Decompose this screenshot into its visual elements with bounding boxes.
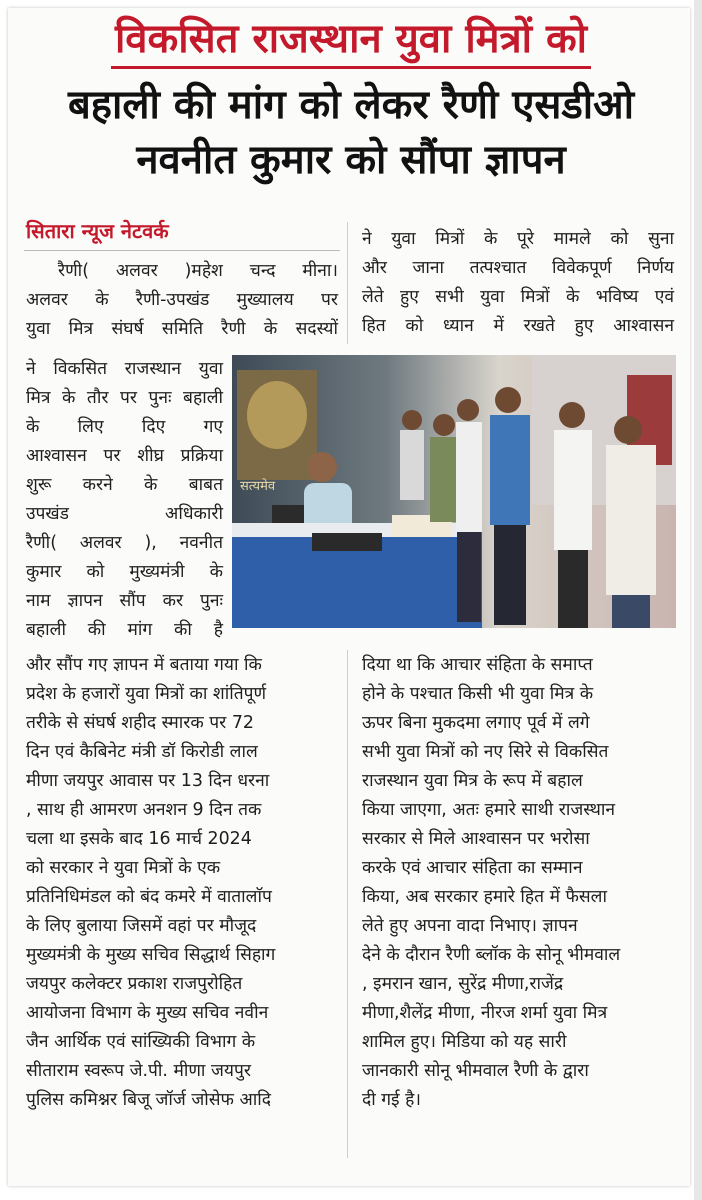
emblem-caption: सत्यमेव <box>240 479 276 494</box>
article-right-column: दिया था कि आचार संहिता के समाप्त होने के पश्चात किसी भी युवा मित्र के ऊपर बिना मुकदमा लगाए पूर्व में लगे सभी युवा मित्रों को नए सिरे से विकसित राजस्थान युवा मित्र के रूप में बहाल किया जाएगा, अतः हमारे साथी राजस्थान सरकार से मिले आश्वासन पर भरोसा करके एवं आचार संहिता का सम्मान किया, अब सरकार हमारे हित में फैसला लेते हुए अपना वादा निभाए। ज्ञापन देने के दौरान रैणी ब्लॉक के सोनू भीमवाल , इमरान खान, सुरेंद्र मीणा,राजेंद्र मीणा,शैलेंद्र मीणा, नीरज शर्मा युवा मित्र शामिल हुए। मिडिया को यह सारी जानकारी सोनू भीमवाल रैणी के द्वारा दी गई है। <box>362 655 621 1110</box>
headline-line-1: बहाली की मांग को लेकर रैणी एसडीओ <box>67 82 635 128</box>
headline-kicker: विकसित राजस्थान युवा मित्रों को <box>0 12 702 69</box>
column-divider-bottom <box>347 650 348 1158</box>
news-photo-graphic <box>232 355 676 628</box>
article-intro: रैणी( अलवर )महेश चन्द मीना। अलवर के रैणी-उपखंड मुख्यालय पर युवा मित्र संघर्ष समिति रैणी के सदस्यों <box>26 261 338 339</box>
byline: सितारा न्यूज नेटवर्क <box>26 219 169 243</box>
national-emblem <box>237 370 317 494</box>
article-right-top: ने युवा मित्रों के पूरे मामले को सुना और जाना तत्पश्चात विवेकपूर्ण निर्णय लेते हुए सभी युवा मित्रों के भविष्य एवं हित को ध्यान में रखते हुए आश्वासन <box>362 229 674 336</box>
headline-line-2: नवनीत कुमार को सौंपा ज्ञापन <box>136 137 566 183</box>
byline-divider <box>24 250 340 251</box>
article-wrap-text: ने विकसित राजस्थान युवा मित्र के तौर पर पुनः बहाली के लिए दिए गए आश्वासन पर शीघ्र प्रक्रिया शुरू करने के बाबत उपखंड अधिकारी रैणी( अलवर ), नवनीत कुमार को मुख्यमंत्री के नाम ज्ञापन सौंप कर पुनः बहाली की मांग की है <box>26 359 223 640</box>
article-left-column: और सौंप गए ज्ञापन में बताया गया कि प्रदेश के हजारों युवा मित्रों का शांतिपूर्ण तरीके से संघर्ष शहीद स्मारक पर 72 दिन एवं कैबिनेट मंत्री डॉ किरोडी लाल मीणा जयपुर आवास पर 13 दिन धरना , साथ ही आमरण अनशन 9 दिन तक चला था इसके बाद 16 मार्च 2024 को सरकार ने युवा मित्रों के एक प्रतिनिधिमंडल को बंद कमरे में वातालाॅप के लिए बुलाया जिसमें वहां पर मौजूद मुख्यमंत्री के मुख्य सचिव सिद्धार्थ सिहाग जयपुर कलेक्टर प्रकाश राजपुरोहित आयोजना विभाग के मुख्य सचिव नवीन जैन आर्थिक एवं सांख्यिकी विभाग के सीताराम स्वरूप जे.पी. मीणा जयपुर पुलिस कमिश्नर बिजू जॉर्ज जोसेफ आदि <box>26 655 276 1110</box>
column-divider-top <box>347 222 348 344</box>
news-photo <box>232 355 676 628</box>
